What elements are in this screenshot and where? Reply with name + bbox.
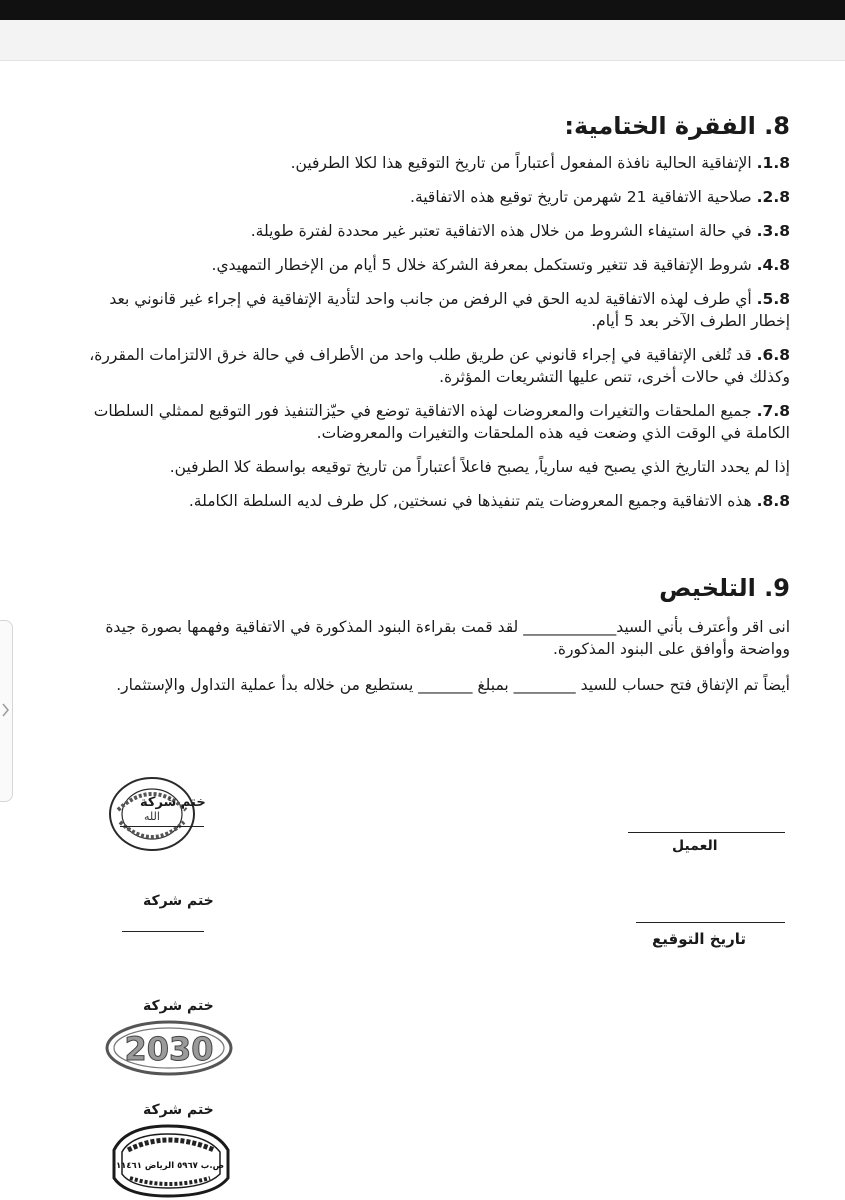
clause-8	[70, 490, 790, 512]
clause-6	[70, 344, 790, 388]
clause-text: الإتفاقية الحالية نافذة المفعول أعتباراً من تاريخ التوقيع هذا لكلا الطرفين.	[290, 154, 757, 172]
company-official-stamp	[106, 1120, 236, 1200]
closing-clauses-section	[70, 112, 790, 524]
top-status-bar	[0, 0, 845, 20]
effective-date-note: إذا لم يحدد التاريخ الذي يصبح فيه سارياً, يصبح فاعلاً أعتباراً من تاريخ توقيعه بواسطة كلا الطرفين.	[169, 458, 790, 476]
clause-2	[70, 186, 790, 208]
sign-date-line	[636, 922, 785, 923]
company-stamp-line-1	[120, 826, 204, 827]
viewer-toolbar	[0, 20, 845, 61]
clause-number: 7.8.	[756, 402, 790, 420]
clause-number: 2.8.	[756, 188, 790, 206]
account-paragraph: أيضاً تم الإتفاق فتح حساب للسيد ________ بمبلغ _______ يستطيع من خلاله بدأ عملية التداول والإستثمار.	[116, 676, 790, 694]
clause-number: 1.8.	[756, 154, 790, 172]
chevron-right-icon	[1, 701, 10, 719]
clause-1	[70, 152, 790, 174]
section-9-title: 9. التلخيص	[659, 574, 790, 602]
clause-number: 8.8.	[756, 492, 790, 510]
clause-3	[70, 220, 790, 242]
section-8-title: 8. الفقرة الختامية:	[564, 112, 790, 140]
clause-number: 4.8.	[756, 256, 790, 274]
clause-text: شروط الإتفاقية قد تتغير وتستكمل بمعرفة الشركة خلال 5 أيام من الإخطار التمهيدي.	[211, 256, 757, 274]
stamp-address-text: ص.ب ٥٩٦٧ الرياض ١١٤٦١	[115, 1161, 225, 1171]
company-stamp-label-1: ختم شركة	[140, 795, 206, 810]
summary-section	[70, 574, 790, 710]
clause-text: في حالة استيفاء الشروط من خلال هذه الاتفاقية تعتبر غير محددة لفترة طويلة.	[250, 222, 757, 240]
clause-text: قد تُلغى الإتفاقية في إجراء قانوني عن طريق طلب واحد من الأطراف في حالة خرق الالتزامات المقررة، وكذلك في حالات أخرى، تنص عليها التشريعات المؤثرة.	[89, 346, 790, 386]
clause-number: 5.8.	[756, 290, 790, 308]
company-stamp-line-2	[122, 931, 204, 932]
acknowledgement-paragraph: انى اقر وأعترف بأني السيد____________ لقد قمت بقراءة البنود المذكورة في الاتفاقية وفهمها بصورة جيدة وواضحة وأوافق على البنود المذكورة.	[105, 618, 790, 658]
clause-number: 3.8.	[756, 222, 790, 240]
clause-text: هذه الاتفاقية وجميع المعروضات يتم تنفيذها في نسختين, كل طرف لديه السلطة الكاملة.	[188, 492, 757, 510]
vision-2030-stamp	[104, 1018, 234, 1078]
clause-7	[70, 400, 790, 444]
clause-number: 6.8.	[756, 346, 790, 364]
clause-text: صلاحية الاتفاقية 21 شهرمن تاريخ توقيع هذه الاتفاقية.	[410, 188, 757, 206]
seal-center-text: الله	[144, 810, 160, 823]
stamp-2030-text: 2030	[124, 1030, 214, 1068]
clause-text: أي طرف لهذه الاتفاقية لديه الحق في الرفض من جانب واحد لتأدية الإتفاقية في إجراء غير قانوني بعد إخطار الطرف الآخر بعد 5 أيام.	[109, 290, 790, 330]
client-signature-line	[628, 832, 785, 833]
client-label: العميل	[672, 838, 718, 854]
clause-4	[70, 254, 790, 276]
round-seal-stamp	[104, 772, 214, 862]
company-stamp-label-2: ختم شركة	[143, 893, 214, 909]
clause-text: جميع الملحقات والتغيرات والمعروضات لهذه الاتفاقية توضع في حيّزالتنفيذ فور التوقيع لممثلي السلطات الكاملة في الوقت الذي وضعت فيه هذه الملحقات والتغيرات والمعروضات.	[93, 402, 790, 442]
company-stamp-label-4: ختم شركة	[143, 1102, 214, 1118]
company-stamp-label-3: ختم شركة	[143, 998, 214, 1014]
sign-date-label: تاريخ التوقيع	[652, 930, 747, 948]
clause-5	[70, 288, 790, 332]
side-panel-handle[interactable]	[0, 620, 13, 802]
